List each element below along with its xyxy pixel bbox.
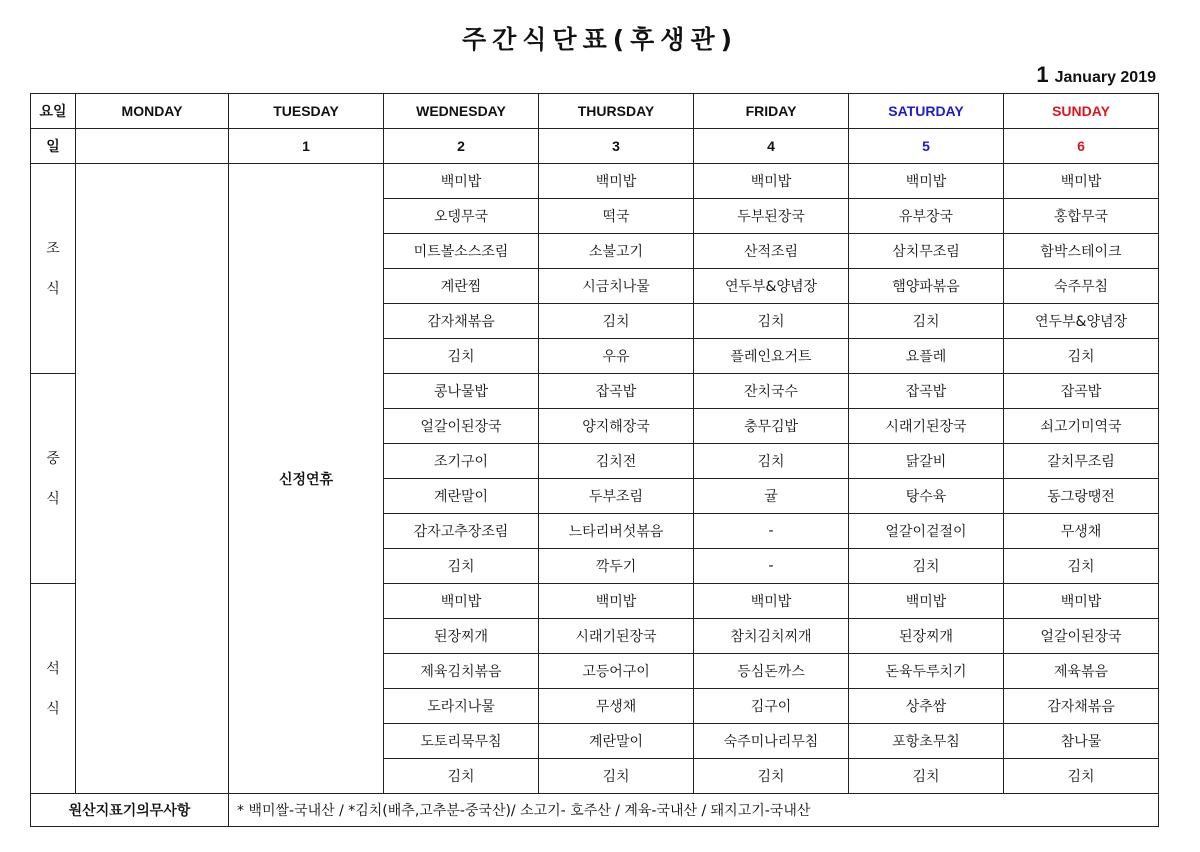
menu-item-friday: 백미밥 — [694, 584, 849, 619]
menu-item-thursday: 시금치나물 — [539, 269, 694, 304]
menu-item-saturday: 돈육두루치기 — [849, 654, 1004, 689]
menu-item-friday: 산적조림 — [694, 234, 849, 269]
menu-item-friday: - — [694, 549, 849, 584]
menu-item-friday: 김치 — [694, 304, 849, 339]
menu-item-wednesday: 감자채볶음 — [384, 304, 539, 339]
menu-item-saturday: 된장찌개 — [849, 619, 1004, 654]
date-tuesday: 1 — [229, 129, 384, 164]
menu-item-wednesday: 오뎅무국 — [384, 199, 539, 234]
meal-label-char: 조 — [46, 240, 60, 257]
weekly-menu-table — [30, 93, 1159, 827]
menu-item-thursday: 깍두기 — [539, 549, 694, 584]
menu-item-sunday: 쇠고기미역국 — [1004, 409, 1159, 444]
date-monday — [76, 129, 229, 164]
date-day: 1 — [1036, 62, 1049, 87]
menu-item-sunday: 백미밥 — [1004, 584, 1159, 619]
menu-item-friday: 연두부&양념장 — [694, 269, 849, 304]
menu-item-thursday: 시래기된장국 — [539, 619, 694, 654]
date-friday: 4 — [694, 129, 849, 164]
menu-item-saturday: 시래기된장국 — [849, 409, 1004, 444]
menu-item-friday: 참치김치찌개 — [694, 619, 849, 654]
menu-item-friday: 잔치국수 — [694, 374, 849, 409]
meal-label-char: 식 — [46, 700, 60, 717]
day-header-thursday: THURSDAY — [539, 94, 694, 129]
day-header-friday: FRIDAY — [694, 94, 849, 129]
menu-item-wednesday: 계란말이 — [384, 479, 539, 514]
menu-item-wednesday: 백미밥 — [384, 584, 539, 619]
menu-item-sunday: 숙주무침 — [1004, 269, 1159, 304]
menu-item-saturday: 김치 — [849, 549, 1004, 584]
menu-item-thursday: 소불고기 — [539, 234, 694, 269]
meal-label-lunch — [31, 374, 76, 584]
menu-date — [1036, 62, 1156, 88]
menu-item-thursday: 잡곡밥 — [539, 374, 694, 409]
date-header-row — [31, 129, 1159, 164]
menu-item-wednesday: 된장찌개 — [384, 619, 539, 654]
menu-item-saturday: 백미밥 — [849, 584, 1004, 619]
meal-label-char: 식 — [46, 490, 60, 507]
menu-item-wednesday: 백미밥 — [384, 164, 539, 199]
date-sunday: 6 — [1004, 129, 1159, 164]
holiday-cell: 신정연휴 — [229, 164, 384, 794]
menu-item-wednesday: 도라지나물 — [384, 689, 539, 724]
menu-item-friday: 충무김밥 — [694, 409, 849, 444]
menu-item-wednesday: 김치 — [384, 339, 539, 374]
menu-item-saturday: 탕수육 — [849, 479, 1004, 514]
menu-item-wednesday: 김치 — [384, 759, 539, 794]
menu-item-sunday: 얼갈이된장국 — [1004, 619, 1159, 654]
menu-item-sunday: 홍합무국 — [1004, 199, 1159, 234]
menu-item-sunday: 김치 — [1004, 759, 1159, 794]
menu-item-thursday: 무생채 — [539, 689, 694, 724]
menu-item-wednesday: 제육김치볶음 — [384, 654, 539, 689]
origin-notice-row — [31, 794, 1159, 827]
menu-item-saturday: 삼치무조림 — [849, 234, 1004, 269]
menu-item-saturday: 김치 — [849, 304, 1004, 339]
menu-item-wednesday: 감자고추장조림 — [384, 514, 539, 549]
menu-item-saturday: 포항초무침 — [849, 724, 1004, 759]
menu-item-sunday: 백미밥 — [1004, 164, 1159, 199]
weekday-header-row — [31, 94, 1159, 129]
menu-item-thursday: 백미밥 — [539, 584, 694, 619]
menu-item-friday: 두부된장국 — [694, 199, 849, 234]
menu-item-friday: - — [694, 514, 849, 549]
day-header-sunday: SUNDAY — [1004, 94, 1159, 129]
menu-item-thursday: 김치전 — [539, 444, 694, 479]
menu-item-thursday: 떡국 — [539, 199, 694, 234]
menu-item-sunday: 제육볶음 — [1004, 654, 1159, 689]
menu-item-thursday: 김치 — [539, 304, 694, 339]
menu-item-saturday: 햄양파볶음 — [849, 269, 1004, 304]
day-header-wednesday: WEDNESDAY — [384, 94, 539, 129]
menu-row — [31, 164, 1159, 199]
menu-item-friday: 김치 — [694, 444, 849, 479]
menu-item-saturday: 닭갈비 — [849, 444, 1004, 479]
menu-item-thursday: 우유 — [539, 339, 694, 374]
menu-item-sunday: 참나물 — [1004, 724, 1159, 759]
meal-label-dinner — [31, 584, 76, 794]
date-thursday: 3 — [539, 129, 694, 164]
menu-item-friday: 등심돈까스 — [694, 654, 849, 689]
day-header-tuesday: TUESDAY — [229, 94, 384, 129]
meal-label-breakfast — [31, 164, 76, 374]
menu-item-thursday: 백미밥 — [539, 164, 694, 199]
date-row-label: 일 — [31, 129, 76, 164]
menu-item-friday: 김치 — [694, 759, 849, 794]
menu-item-sunday: 감자채볶음 — [1004, 689, 1159, 724]
menu-item-saturday: 요플레 — [849, 339, 1004, 374]
origin-notice-label: 원산지표기의무사항 — [31, 794, 229, 827]
menu-item-sunday: 김치 — [1004, 549, 1159, 584]
menu-item-wednesday: 콩나물밥 — [384, 374, 539, 409]
menu-item-sunday: 무생채 — [1004, 514, 1159, 549]
date-wednesday: 2 — [384, 129, 539, 164]
origin-notice-text: * 백미쌀-국내산 / *김치(배추,고추분-중국산)/ 소고기- 호주산 / 계육-국내산 / 돼지고기-국내산 — [229, 794, 1159, 827]
menu-item-wednesday: 얼갈이된장국 — [384, 409, 539, 444]
menu-item-wednesday: 계란찜 — [384, 269, 539, 304]
menu-item-sunday: 함박스테이크 — [1004, 234, 1159, 269]
menu-item-saturday: 상추쌈 — [849, 689, 1004, 724]
menu-item-saturday: 유부장국 — [849, 199, 1004, 234]
menu-item-thursday: 김치 — [539, 759, 694, 794]
menu-item-sunday: 연두부&양념장 — [1004, 304, 1159, 339]
date-month-year: January 2019 — [1054, 69, 1156, 86]
date-saturday: 5 — [849, 129, 1004, 164]
menu-item-wednesday: 조기구이 — [384, 444, 539, 479]
menu-item-wednesday: 김치 — [384, 549, 539, 584]
menu-item-saturday: 백미밥 — [849, 164, 1004, 199]
menu-item-friday: 백미밥 — [694, 164, 849, 199]
day-header-saturday: SATURDAY — [849, 94, 1004, 129]
menu-item-saturday: 얼갈이겉절이 — [849, 514, 1004, 549]
menu-item-thursday: 고등어구이 — [539, 654, 694, 689]
menu-item-friday: 숙주미나리무침 — [694, 724, 849, 759]
weekday-row-label: 요일 — [31, 94, 76, 129]
menu-item-wednesday: 미트볼소스조림 — [384, 234, 539, 269]
menu-item-sunday: 김치 — [1004, 339, 1159, 374]
page-title: 주간식단표(후생관) — [461, 25, 739, 54]
monday-empty-cell — [76, 164, 229, 794]
menu-item-wednesday: 도토리묵무침 — [384, 724, 539, 759]
meal-label-char: 중 — [46, 450, 60, 467]
day-header-monday: MONDAY — [76, 94, 229, 129]
menu-item-friday: 플레인요거트 — [694, 339, 849, 374]
menu-item-saturday: 김치 — [849, 759, 1004, 794]
menu-item-friday: 귤 — [694, 479, 849, 514]
menu-item-thursday: 느타리버섯볶음 — [539, 514, 694, 549]
menu-item-friday: 김구이 — [694, 689, 849, 724]
menu-item-thursday: 계란말이 — [539, 724, 694, 759]
menu-item-thursday: 양지해장국 — [539, 409, 694, 444]
menu-item-sunday: 잡곡밥 — [1004, 374, 1159, 409]
menu-item-sunday: 갈치무조림 — [1004, 444, 1159, 479]
menu-item-saturday: 잡곡밥 — [849, 374, 1004, 409]
menu-item-sunday: 동그랑땡전 — [1004, 479, 1159, 514]
meal-label-char: 식 — [46, 280, 60, 297]
menu-item-thursday: 두부조림 — [539, 479, 694, 514]
meal-label-char: 석 — [46, 660, 60, 677]
